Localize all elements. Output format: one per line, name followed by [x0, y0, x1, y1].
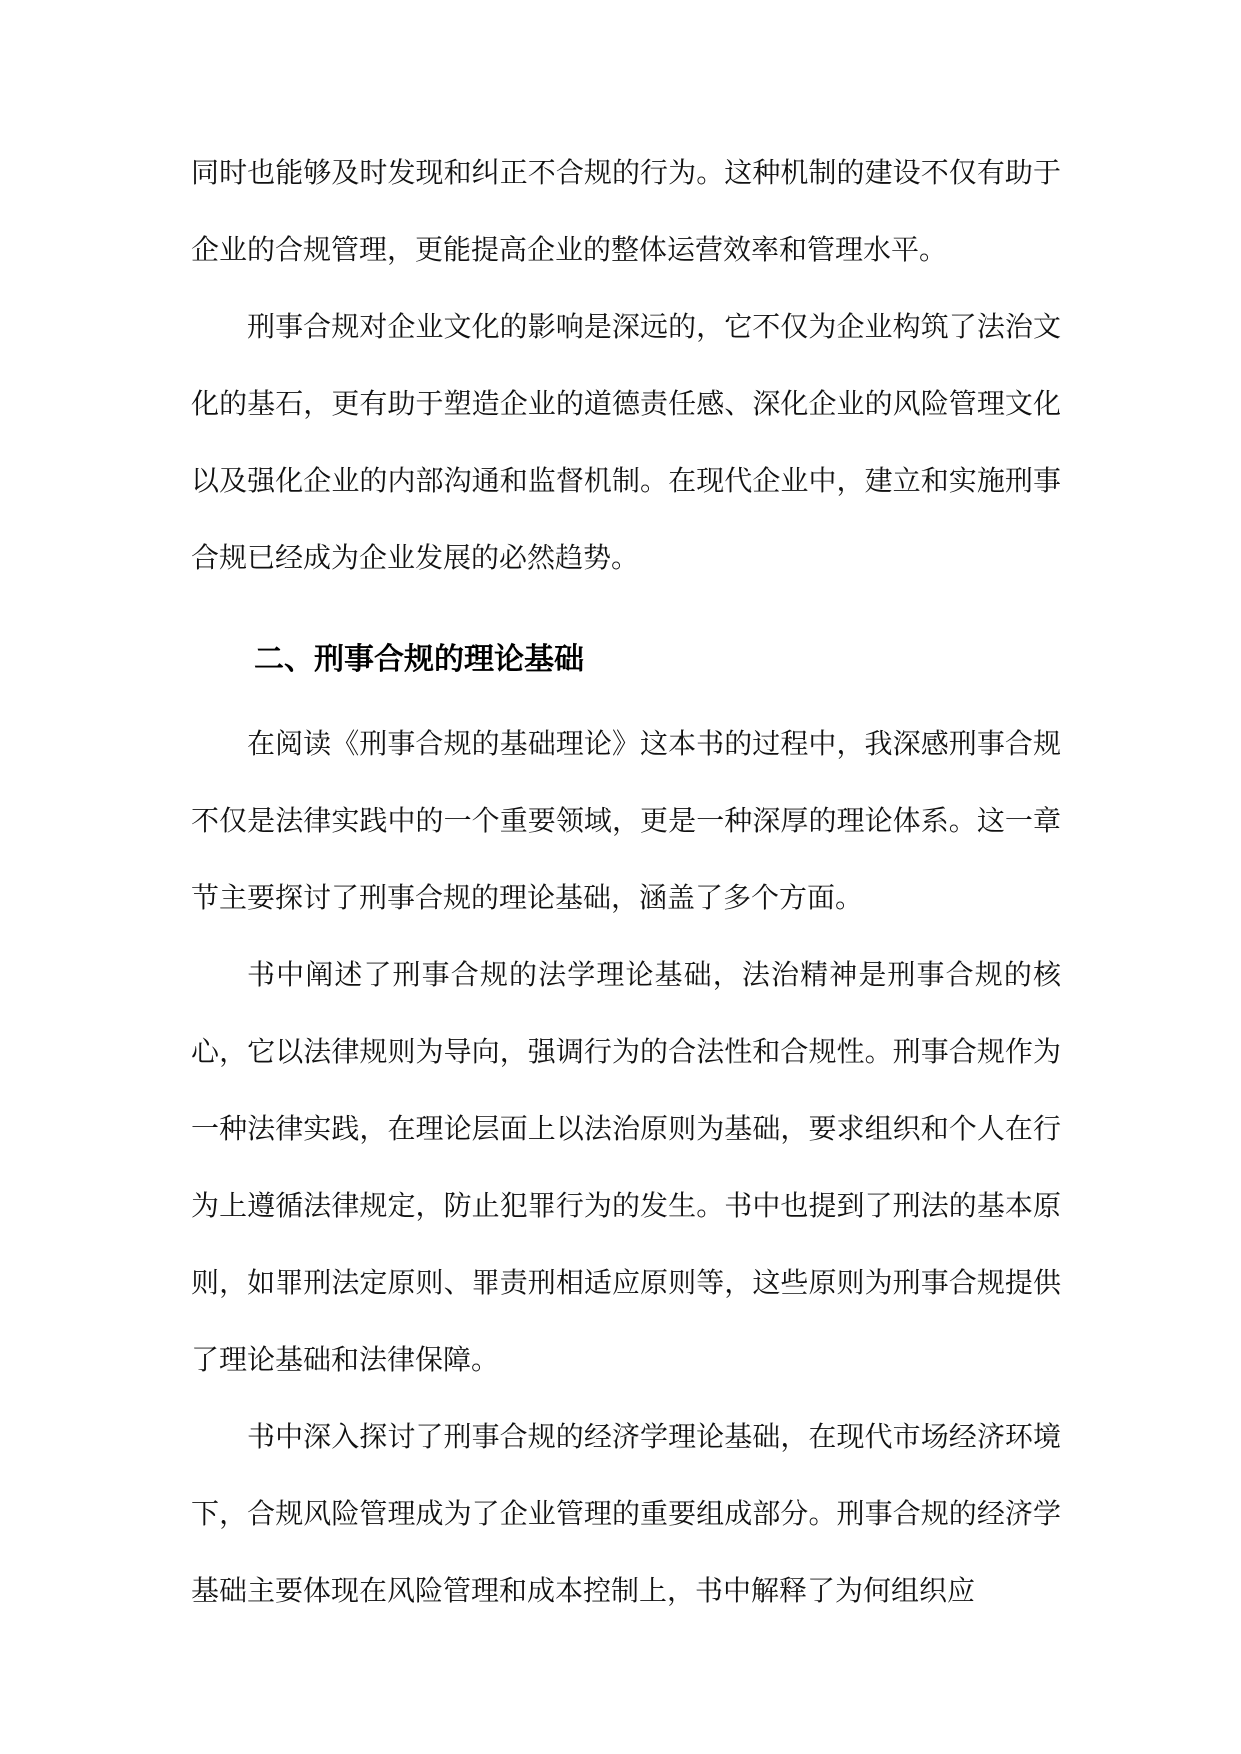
paragraph-economics: 书中深入探讨了刑事合规的经济学理论基础，在现代市场经济环境下，合规风险管理成为了企业管理的重要组成部分。刑事合规的经济学基础主要体现在风险管理和成本控制上，书中解释了为何组织应: [191, 1420, 1061, 1607]
paragraph-culture: 刑事合规对企业文化的影响是深远的，它不仅为企业构筑了法治文化的基石，更有助于塑造企业的道德责任感、深化企业的风险管理文化以及强化企业的内部沟通和监督机制。在现代企业中，建立和实施刑事合规已经成为企业发展的必然趋势。: [191, 310, 1061, 574]
section-heading: 二、刑事合规的理论基础: [254, 642, 584, 677]
text-block-top: [191, 134, 1061, 596]
paragraph-law: 书中阐述了刑事合规的法学理论基础，法治精神是刑事合规的核心，它以法律规则为导向，强调行为的合法性和合规性。刑事合规作为一种法律实践，在理论层面上以法治原则为基础，要求组织和个人在行为上遵循法律规定，防止犯罪行为的发生。书中也提到了刑法的基本原则，如罪刑法定原则、罪责刑相适应原则等，这些原则为刑事合规提供了理论基础和法律保障。: [191, 958, 1061, 1376]
text-block-main: [191, 705, 1061, 1629]
paragraph-intro: 在阅读《刑事合规的基础理论》这本书的过程中，我深感刑事合规不仅是法律实践中的一个重要领域，更是一种深厚的理论体系。这一章节主要探讨了刑事合规的理论基础，涵盖了多个方面。: [191, 727, 1061, 914]
paragraph-continuation: 同时也能够及时发现和纠正不合规的行为。这种机制的建设不仅有助于企业的合规管理，更能提高企业的整体运营效率和管理水平。: [191, 156, 1061, 266]
